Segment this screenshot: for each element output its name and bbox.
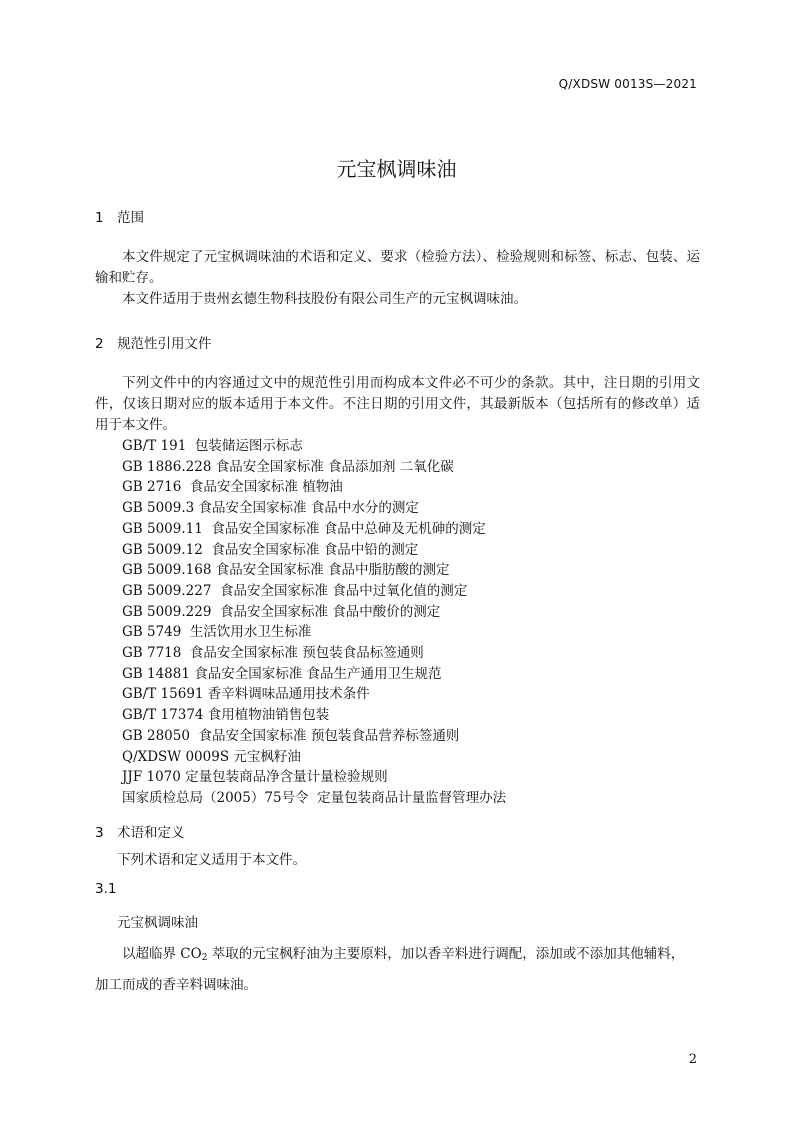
- reference-list: [122, 436, 506, 809]
- reference-item: GB 7718 食品安全国家标准 预包装食品标签通则: [122, 645, 424, 662]
- section-3-heading: [95, 821, 185, 841]
- reference-item: GB 5009.168 食品安全国家标准 食品中脂肪酸的测定: [122, 562, 450, 579]
- section-1-heading: [95, 206, 144, 226]
- term-definition-line-1: [122, 942, 684, 962]
- paragraph: 本文件适用于贵州玄德生物科技股份有限公司生产的元宝枫调味油。: [122, 291, 527, 307]
- reference-item: GB/T 17374 食用植物油销售包装: [122, 707, 330, 724]
- reference-item: GB/T 191 包装储运图示标志: [122, 438, 303, 454]
- reference-item: GB 14881 食品安全国家标准 食品生产通用卫生规范: [122, 665, 442, 682]
- reference-item: GB 5009.229 食品安全国家标准 食品中酸价的测定: [122, 603, 441, 620]
- definition-prefix: 以超临界 CO: [122, 946, 202, 962]
- reference-item: 国家质检总局（2005）75号令 定量包装商品计量监督管理办法: [122, 789, 507, 806]
- paragraph: 下列文件中的内容通过文中的规范性引用而构成本文件必不可少的条款。其中，注日期的引用文件，仅该日期对应的版本适用于本文件。不注日期的引用文件，其最新版本（包括所有的修改单）适用于本文件。: [95, 375, 700, 433]
- reference-item: GB/T 15691 香辛料调味品通用技术条件: [122, 686, 370, 703]
- standard-code: Q/XDSW 0013S—2021: [558, 77, 697, 91]
- reference-item: JJF 1070 定量包装商品净含量计量检验规则: [122, 769, 388, 786]
- term-number: 3.1: [95, 881, 117, 897]
- reference-item: GB 5009.227 食品安全国家标准 食品中过氧化值的测定: [122, 582, 468, 599]
- definition-suffix: 萃取的元宝枫籽油为主要原料，加以香辛料进行调配，添加或不添加其他辅料，: [207, 946, 685, 962]
- page-number: 2: [688, 1052, 697, 1067]
- reference-item: GB 2716 食品安全国家标准 植物油: [122, 479, 343, 496]
- section-title: 范围: [117, 210, 144, 226]
- reference-item: GB 5009.3 食品安全国家标准 食品中水分的测定: [122, 500, 419, 517]
- paragraph: 本文件规定了元宝枫调味油的术语和定义、要求（检验方法）、检验规则和标签、标志、包装、运输和贮存。: [95, 249, 700, 286]
- reference-item: GB 1886.228 食品安全国家标准 食品添加剂 二氧化碳: [122, 458, 454, 475]
- reference-item: GB 5749 生活饮用水卫生标准: [122, 624, 312, 641]
- section-title: 规范性引用文件: [117, 336, 212, 352]
- reference-item: GB 28050 食品安全国家标准 预包装食品营养标签通则: [122, 727, 460, 744]
- section-number: 2: [95, 336, 104, 352]
- term-name: 元宝枫调味油: [117, 915, 198, 931]
- co2-subscript: 2: [201, 953, 208, 963]
- section-2-intro: [95, 373, 700, 436]
- section-1-body: [95, 247, 700, 310]
- term-definition-line-2: 加工而成的香辛料调味油。: [95, 977, 257, 993]
- section-number: 1: [95, 210, 104, 226]
- section-2-heading: [95, 332, 212, 352]
- section-3-intro: 下列术语和定义适用于本文件。: [117, 852, 306, 868]
- reference-item: GB 5009.12 食品安全国家标准 食品中铅的测定: [122, 541, 419, 558]
- section-number: 3: [95, 825, 104, 841]
- reference-item: Q/XDSW 0009S 元宝枫籽油: [122, 748, 301, 765]
- document-title: 元宝枫调味油: [336, 157, 457, 181]
- reference-item: GB 5009.11 食品安全国家标准 食品中总砷及无机砷的测定: [122, 520, 486, 537]
- section-title: 术语和定义: [117, 825, 185, 841]
